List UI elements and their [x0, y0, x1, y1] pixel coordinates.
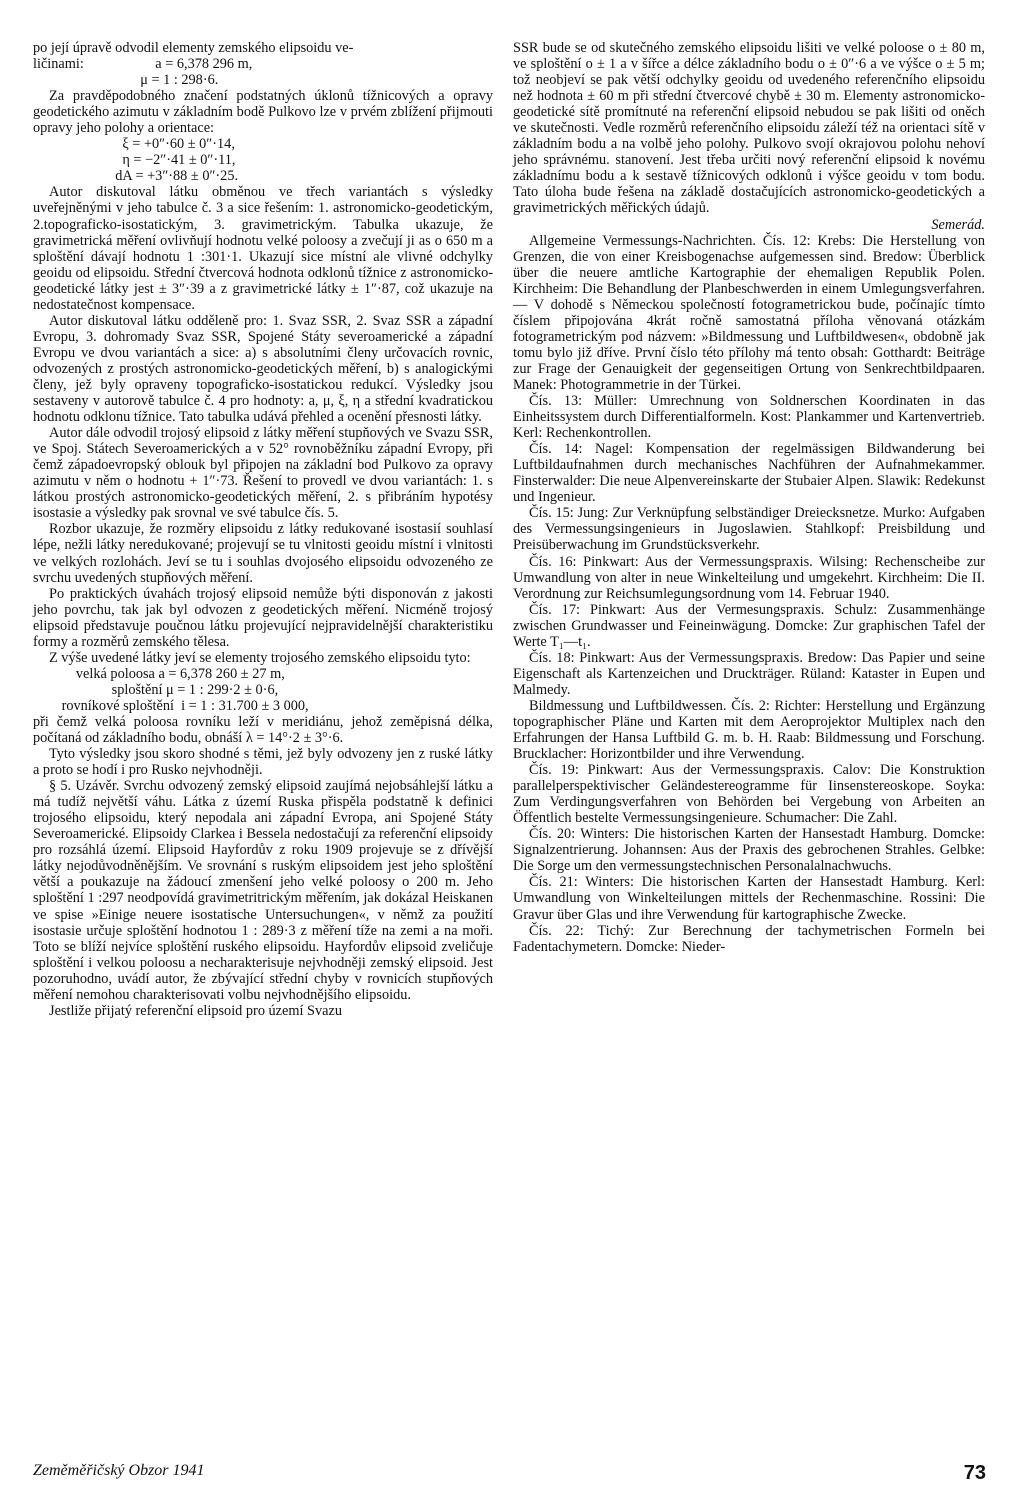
paragraph: Čís. 13: Müller: Umrechnung von Soldnerschen Koordinaten in das Einheitssystem durch Differentialformeln. Kost: Plankammer und Kartenvertrieb. Kerl: Rechenkontrollen.	[513, 393, 985, 442]
paragraph: Čís. 21: Winters: Die historischen Karten der Hansestadt Hamburg. Kerl: Umwandlung von Winkelteilungen mittels der Rechenmaschine. Rossini: Die Gravur über Glas und ihre Verwendung für kartographische Zwecke.	[513, 874, 985, 923]
paragraph: při čemž velká poloosa rovníku leží v meridiánu, jehož zeměpisná délka, počítaná od základního bodu, obnáší λ = 14°·2 ± 3°·6.	[33, 713, 493, 747]
paragraph: Allgemeine Vermessungs-Nachrichten. Čís. 12: Krebs: Die Herstellung von Grenzen, die von einer Kreisbogenachse aufgemessen sind. Bredow: Überblick über die neuere amtliche Kartographie der ehemaligen Republik Polen. Kirchheim: Die Behandlung der Planbeschwerden in einem Umlegungsverfahren. — V dohodě s Německou společností fotogrametrickou bude, počínajíc tímto číslem připojována 4krát ročně samostatná příloha věnovaná otázkám fotogrametrickým pod názvem: »Bildmessung und Luftbildwesen«, obdobně jak tomu bylo již dříve. První číslo této přílohy má tento obsah: Gotthardt: Beiträge zur Frage der Genauigkeit der gegenseitigen Ortung von Senkrechtbildpaaren. Manek: Photogrammetrie in der Türkei.	[513, 232, 985, 393]
author-signature: Semerád.	[931, 216, 985, 233]
footer-journal-title: Zeměměřičský Obzor 1941	[33, 1462, 205, 1479]
equation-line: dA = +3″·88 ± 0″·25.	[33, 168, 239, 185]
page-number: 73	[963, 1462, 986, 1484]
equation-line: velká poloosa a = 6,378 260 ± 27 m,	[33, 665, 285, 682]
equation-line: ličinami: a = 6,378 296 m,	[33, 56, 253, 73]
equation-line: η = −2″·41 ± 0″·11,	[33, 152, 236, 169]
left-column	[33, 40, 493, 1019]
right-column	[513, 40, 985, 955]
paragraph: Autor dále odvodil trojosý elipsoid z látky měření stupňových ve Svazu SSR, ve Spoj. Státech Severoamerických a v 52° rovnoběžníku západní Evropy, při čemž západoevropský oblouk byl připojen na základní bod Pulkovo za opravy azimutu v něm o hodnotu + 1″·73. Řešení to provedl ve dvou variantách: 1. s látkou prostých astronomicko-geodetických měření, 2. s přibráním hypotésy isostasie a výsledky pak srovnal ve své tabulce čís. 5.	[33, 425, 493, 522]
paragraph: Tyto výsledky jsou skoro shodné s těmi, jež byly odvozeny jen z ruské látky a proto se hodí i pro Rusko nejvhodněji.	[33, 746, 493, 779]
paragraph: Čís. 19: Pinkwart: Aus der Vermessungspraxis. Calov: Die Konstruktion parallelperspektivischer Geländestereogramme für Iinsenstereoskope. Soyka: Zum Verdingungsverfahren von Behörden bei Vergebung von Arbeiten an Öffentlich bestelte Vermessungsingenieure. Schumacher: Die Zahl.	[513, 762, 985, 827]
paragraph: § 5. Uzávěr. Svrchu odvozený zemský elipsoid zaujímá nejobsáhlejší látku a má tudíž největší váhu. Látka z území Ruska přispěla podstatně k definici trojosého elipsoidu, který nepodala ani západní Evropa, ani Spojené Státy Severoamerické. Elipsoidy Clarkea i Bessela nedostačují za referenční elipsoidy pro rozsáhlá území. Elipsoid Hayfordův z roku 1909 projevuje se z dřívější látky nejodůvodněnějším. Ve srovnání s ruským elipsoidem jest jeho sploštění větší a poukazuje na žádoucí zmenšení jeho velké poloosy o 200 m. Jeho sploštění 1 :297 neodpovídá gravimetritrickým měřením, jak dokázal Heiskanen ve spise »Einige neuere isostatische Untersuchungen«, v němž za použití isostasie určuje sploštění hodnotou 1 : 289·3 z měření tíže na zemi a na moři. Toto se blíží nejvíce sploštění ruského elipsoidu. Hayfordův elipsoid zveličuje sploštění i velkou poloosu a necharakterisuje nejvhodněji zemský elipsoid. Jest pozoruhodno, uvádí autor, že zbývající střední chyby v rovnicích stupňových měření nemohou charakterisovati volbu nejvhodnějšího elipsoidu.	[33, 778, 493, 1003]
paragraph: Z výše uvedené látky jeví se elementy trojosého zemského elipsoidu tyto:	[49, 649, 471, 666]
paragraph: po její úpravě odvodil elementy zemského elipsoidu ve-	[33, 40, 354, 56]
paragraph: Rozbor ukazuje, že rozměry elipsoidu z látky redukované isostasií souhlasí lépe, nežli látky neredukované; projevují se tu vlnitosti geoidu místní i vlnitosti ve velkých rozlohách. Jeví se tu i souhlas dvojosého elipsoidu odvozeného ze svrchu uvedených stupňových měření.	[33, 521, 493, 586]
equation-line: rovníkové sploštění i = 1 : 31.700 ± 3 000,	[33, 697, 309, 714]
paragraph: Čís. 22: Tichý: Zur Berechnung der tachymetrischen Formeln bei Fadentachymetern. Domcke: Nieder-	[513, 922, 985, 955]
paragraph: Po praktických úvahách trojosý elipsoid nemůže býti disponován z jakosti jeho povrchu, tak jak byl odvozen z geodetických měření. Nicméně trojosý elipsoid představuje poučnou látku projevující nejpravidelnější charakteristiku formy a rozměrů zemského tělesa.	[33, 585, 493, 650]
paragraph: Autor diskutoval látku obměnou ve třech variantách s výsledky uveřejněnými v jeho tabulce č. 3 a sice řešením: 1. astronomicko-geodetickým, 2.topograficko-isostatickým, 3. gravimetrickým. Tabulka ukazuje, že gravimetrická měření ovlivňují hodnotu velké poloosy a zvečují ji as o 650 m a sploštění dávají hodnotu 1 :301·1. Ukazují sice místní ale vlivné odchylky geoidu od elipsoidu. Střední čtvercová hodnota odklonů tížnice z astronomicko-geodetické látky jest ± 3″·39 a z gravimetrické látky ± 1″·87, což ukazuje na nedostatečnost kompensace.	[33, 184, 493, 313]
paragraph: SSR bude se od skutečného zemského elipsoidu lišiti ve velké poloose o ± 80 m, ve sploštění o ± 1 a v šířce a délce základního bodu o ± 0″·6 a ve výšce o ± 5 m; tož neobjeví se pak větší odchylky geoidu od uvedeného referenčního elipsoidu než hodnota ± 60 m při střední čtvercové chybě ± 30 m. Elementy astronomicko-geodetické sítě promítnuté na referenční elipsoid nebudou se pak lišiti od oněch ve skutečnosti. Vedle rozměrů referenčního elipsoidu záleží též na orientaci sítě v základním bodu a na volbě jeho polohy. Pulkovo svojí okrajovou polohu nehoví jeho správnému. stanovení. Jest třeba určiti nový referenční elipsoid k novému základnímu bodu a k sestavě tížnicových odklonů i výšce geoidu v tom bodu. Tato úloha bude řešena na základě dostačujících astronomicko-geodetických a gravimetrických měřických údajů.	[513, 40, 985, 217]
paragraph: Za pravděpodobného značení podstatných úklonů tížnicových a opravy geodetického azimutu v základním bodě Pulkovo lze v prvém zblížení přijmouti opravy jeho polohy a orientace:	[33, 88, 493, 137]
equation-line: μ = 1 : 298·6.	[33, 72, 219, 89]
paragraph: Čís. 16: Pinkwart: Aus der Vermessungspraxis. Wilsing: Rechenscheibe zur Umwandlung von alter in neue Winkelteilung und umgekehrt. Kirchheim: Die II. Verordnung zur Reichsumlegungsordnung vom 14. Februar 1940.	[513, 553, 985, 602]
equation-line: ξ = +0″·60 ± 0″·14,	[33, 136, 235, 153]
paragraph: Bildmessung und Luftbildwessen. Čís. 2: Richter: Herstellung und Ergänzung topographischer Pläne und Karten mit dem Aeroprojektor Multiplex nach den Erfahrungen der Hansa Luftbild G. m. b. H. Raab: Bildmessung und Forschung. Brucklacher: Horizontbilder und ihre Verwendung.	[513, 697, 985, 763]
paragraph: Čís. 17: Pinkwart: Aus der Vermesungspraxis. Schulz: Zusammenhänge zwischen Grundwasser und Feineinwägung. Domcke: Zur graphischen Tafel der Werte T₁—t₁.	[513, 601, 985, 650]
paragraph: Čís. 14: Nagel: Kompensation der regelmässigen Bildwanderung bei Luftbildaufnahmen durch mechanisches Nachführen der Aufnahmekammer. Finsterwalder: Die neue Alpenvereinskarte der Stubaier Alpen. Slawik: Redekunst und Ingenieur.	[513, 441, 985, 506]
paragraph: Čís. 20: Winters: Die historischen Karten der Hansestadt Hamburg. Domcke: Signalzentrierung. Johannsen: Aus der Praxis des gebrochenen Strahles. Gelbke: Die Sorge um den vermessungstechnischen Personalalnachwuchs.	[513, 826, 985, 875]
paragraph: Autor diskutoval látku odděleně pro: 1. Svaz SSR, 2. Svaz SSR a západní Evropu, 3. dohromady Svaz SSR, Spojené Státy severoamerické a západní Evropu ve dvou variantách a sice: a) s absolutními členy určovacích rovnic, odvozených z prostých astronomicko-geodetických měření, b) s analogickými členy, jež byly opraveny topograficko-isostatickou redukcí. Výsledky jsou sestaveny v autorově tabulce č. 4 pro hodnoty: a, μ, ξ, η a střední kvadratickou hodnotu odklonu tížnice. Tato tabulka udává přehled a ocenění přesnosti látky.	[33, 312, 493, 426]
equation-line: sploštění μ = 1 : 299·2 ± 0·6,	[33, 681, 279, 698]
paragraph: Jestliže přijatý referenční elipsoid pro území Svazu	[49, 1002, 342, 1019]
paragraph: Čís. 15: Jung: Zur Verknüpfung selbständiger Dreiecksnetze. Murko: Aufgaben des Vermessungsingenieurs in Jugoslawien. Stahlkopf: Preisbildung und Preisüberwachung im Grundstücksverkehr.	[513, 505, 985, 554]
paragraph: Čís. 18: Pinkwart: Aus der Vermessungspraxis. Bredow: Das Papier und seine Eigenschaft als Kartenzeichen und Druckträger. Rüland: Kataster in Eupen und Malmedy.	[513, 649, 985, 698]
